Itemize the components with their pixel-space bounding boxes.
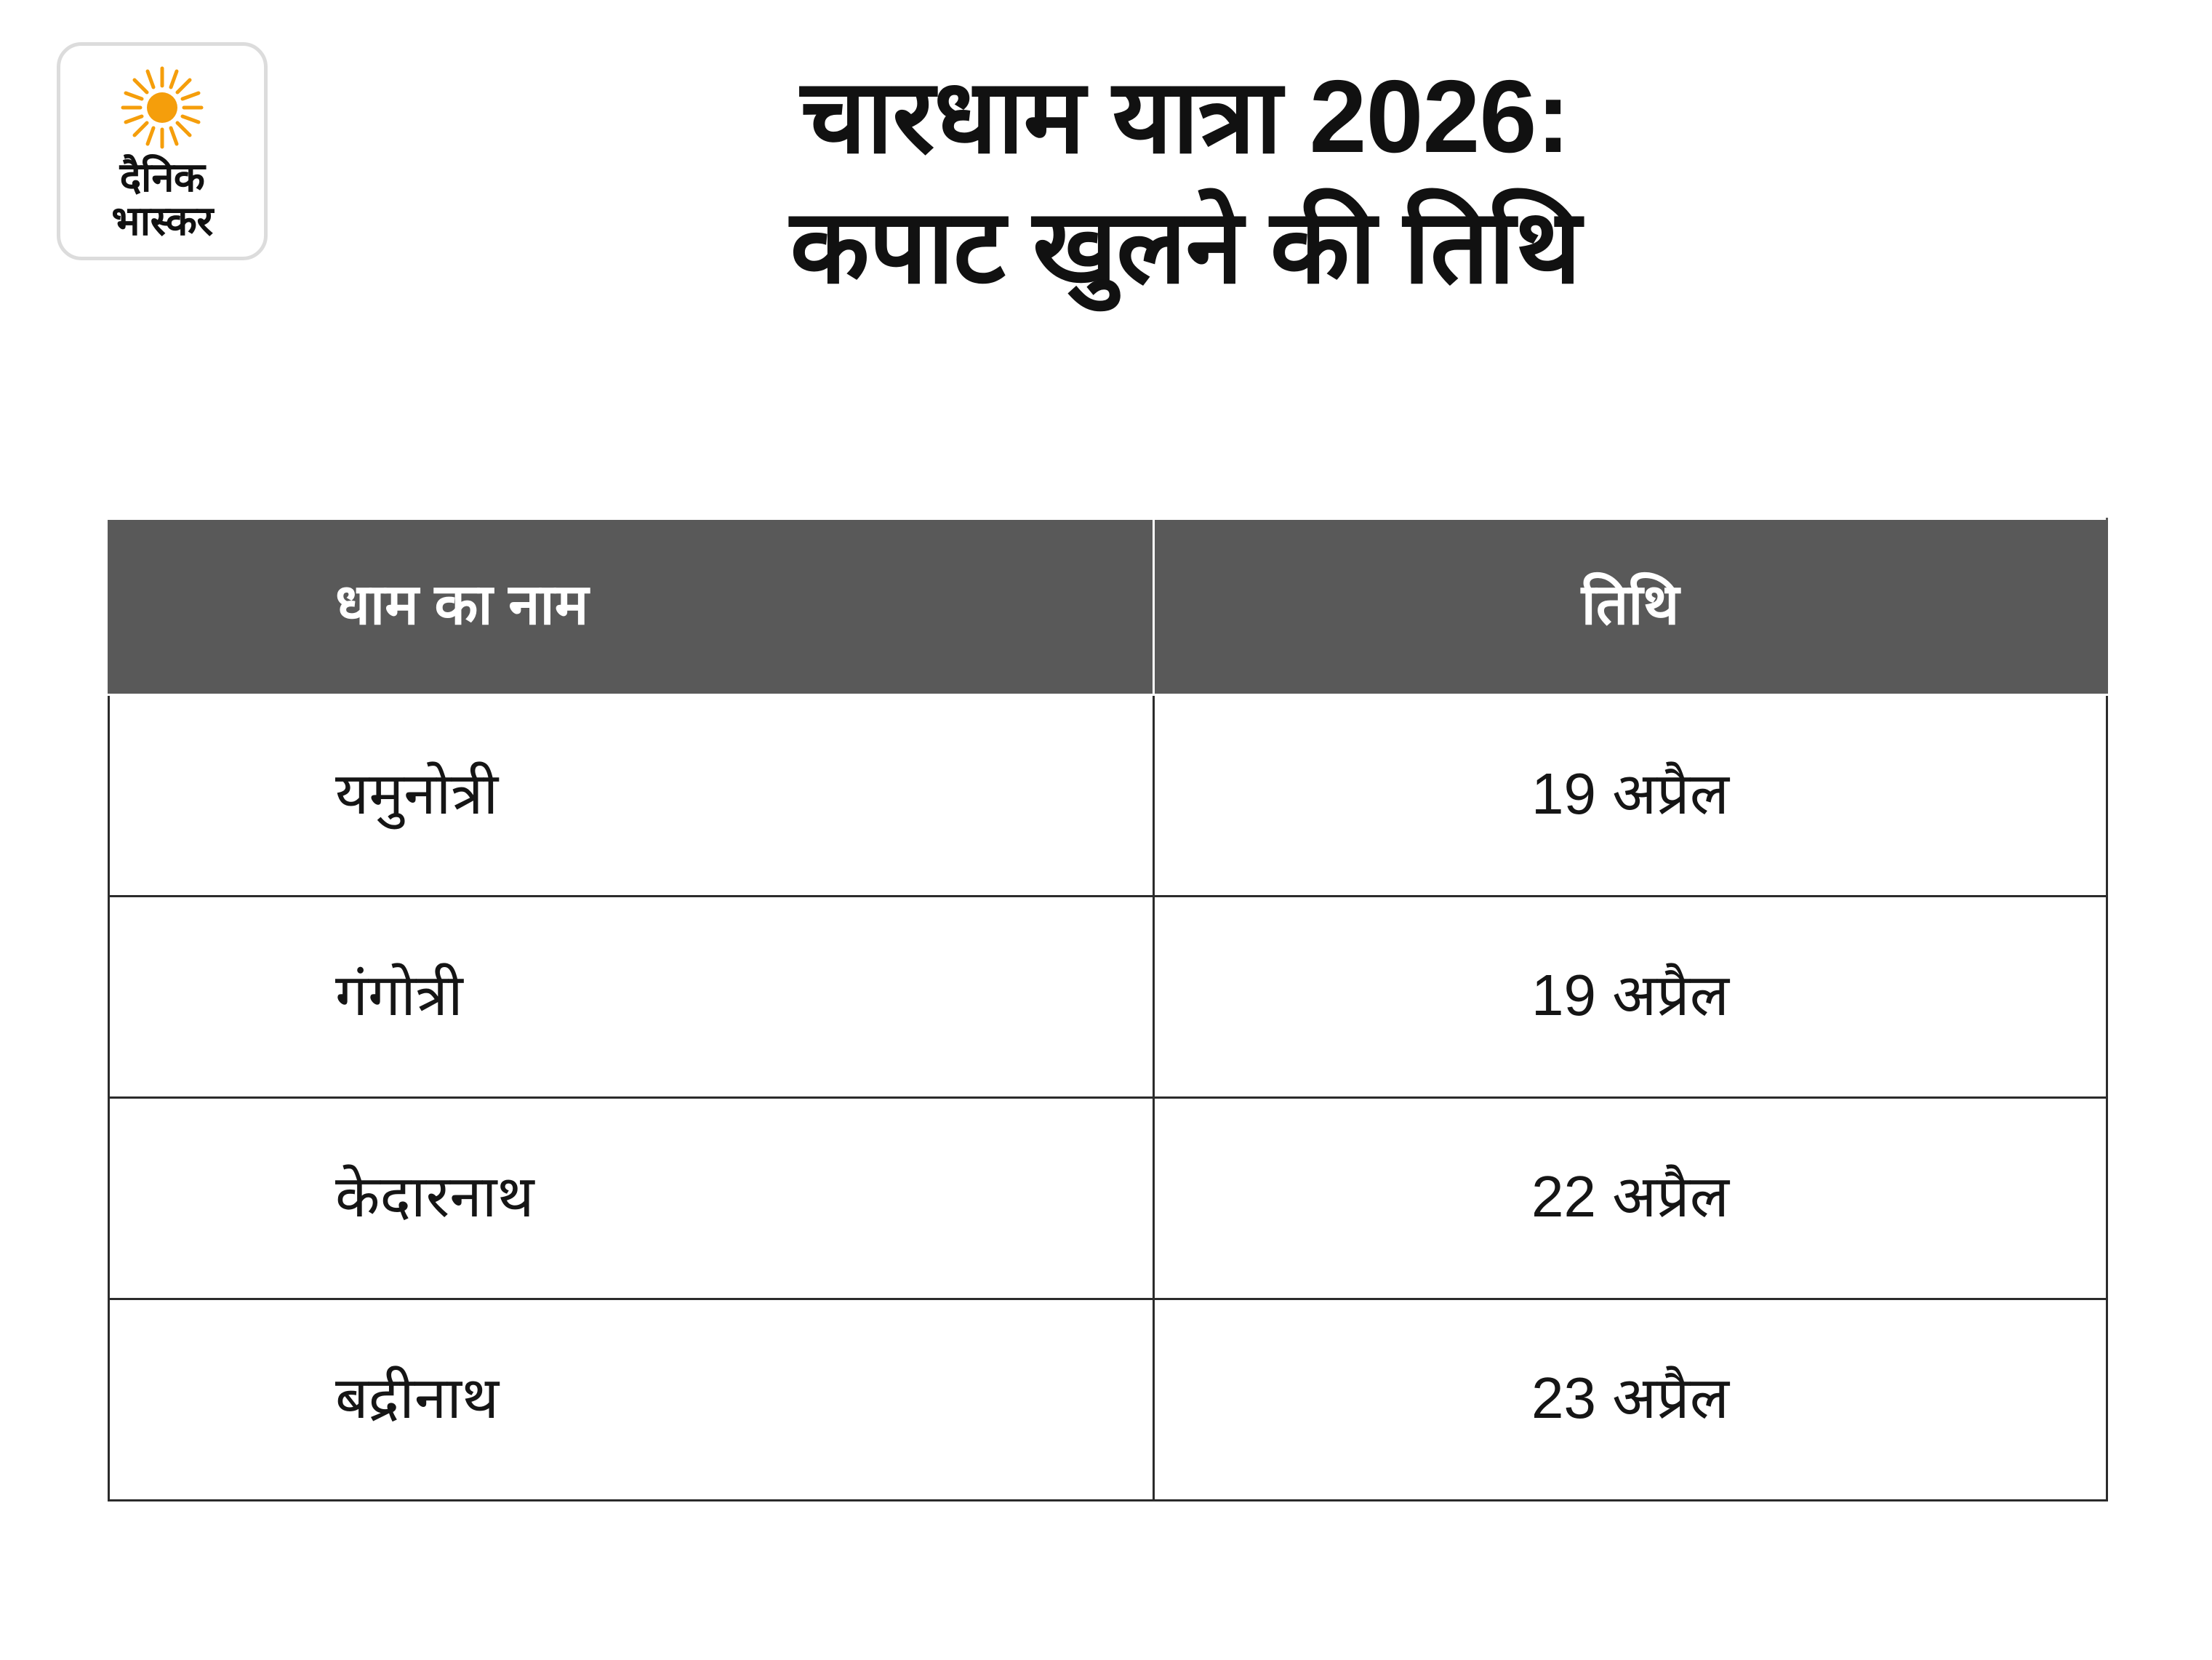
cell-dham-name: केदारनाथ (109, 1098, 1154, 1299)
cell-dham-name: गंगोत्री (109, 897, 1154, 1098)
cell-dham-name: बद्रीनाथ (109, 1299, 1154, 1501)
sun-icon (119, 64, 206, 151)
brand-logo (57, 42, 268, 260)
page-title (305, 52, 2065, 313)
page-title-line2: कपाट खुलने की तिथि (790, 188, 1581, 305)
cell-date: 22 अप्रैल (1154, 1098, 2107, 1299)
dates-table (108, 518, 2108, 1501)
cell-date: 19 अप्रैल (1154, 897, 2107, 1098)
brand-name-line2: भास्कर (111, 198, 213, 244)
column-header-dham-name: धाम का नाम (109, 519, 1154, 695)
table-row (109, 695, 2107, 897)
cell-date: 23 अप्रैल (1154, 1299, 2107, 1501)
cell-dham-name: यमुनोत्री (109, 695, 1154, 897)
brand-name (111, 153, 213, 244)
dates-table-container (108, 518, 2106, 1501)
cell-date: 19 अप्रैल (1154, 695, 2107, 897)
brand-name-line1: दैनिक (119, 153, 205, 200)
table-row (109, 897, 2107, 1098)
table-header-row (109, 519, 2107, 695)
table-row (109, 1098, 2107, 1299)
column-header-date: तिथि (1154, 519, 2107, 695)
page-title-line1: चारधाम यात्रा 2026: (801, 59, 1570, 175)
table-row (109, 1299, 2107, 1501)
